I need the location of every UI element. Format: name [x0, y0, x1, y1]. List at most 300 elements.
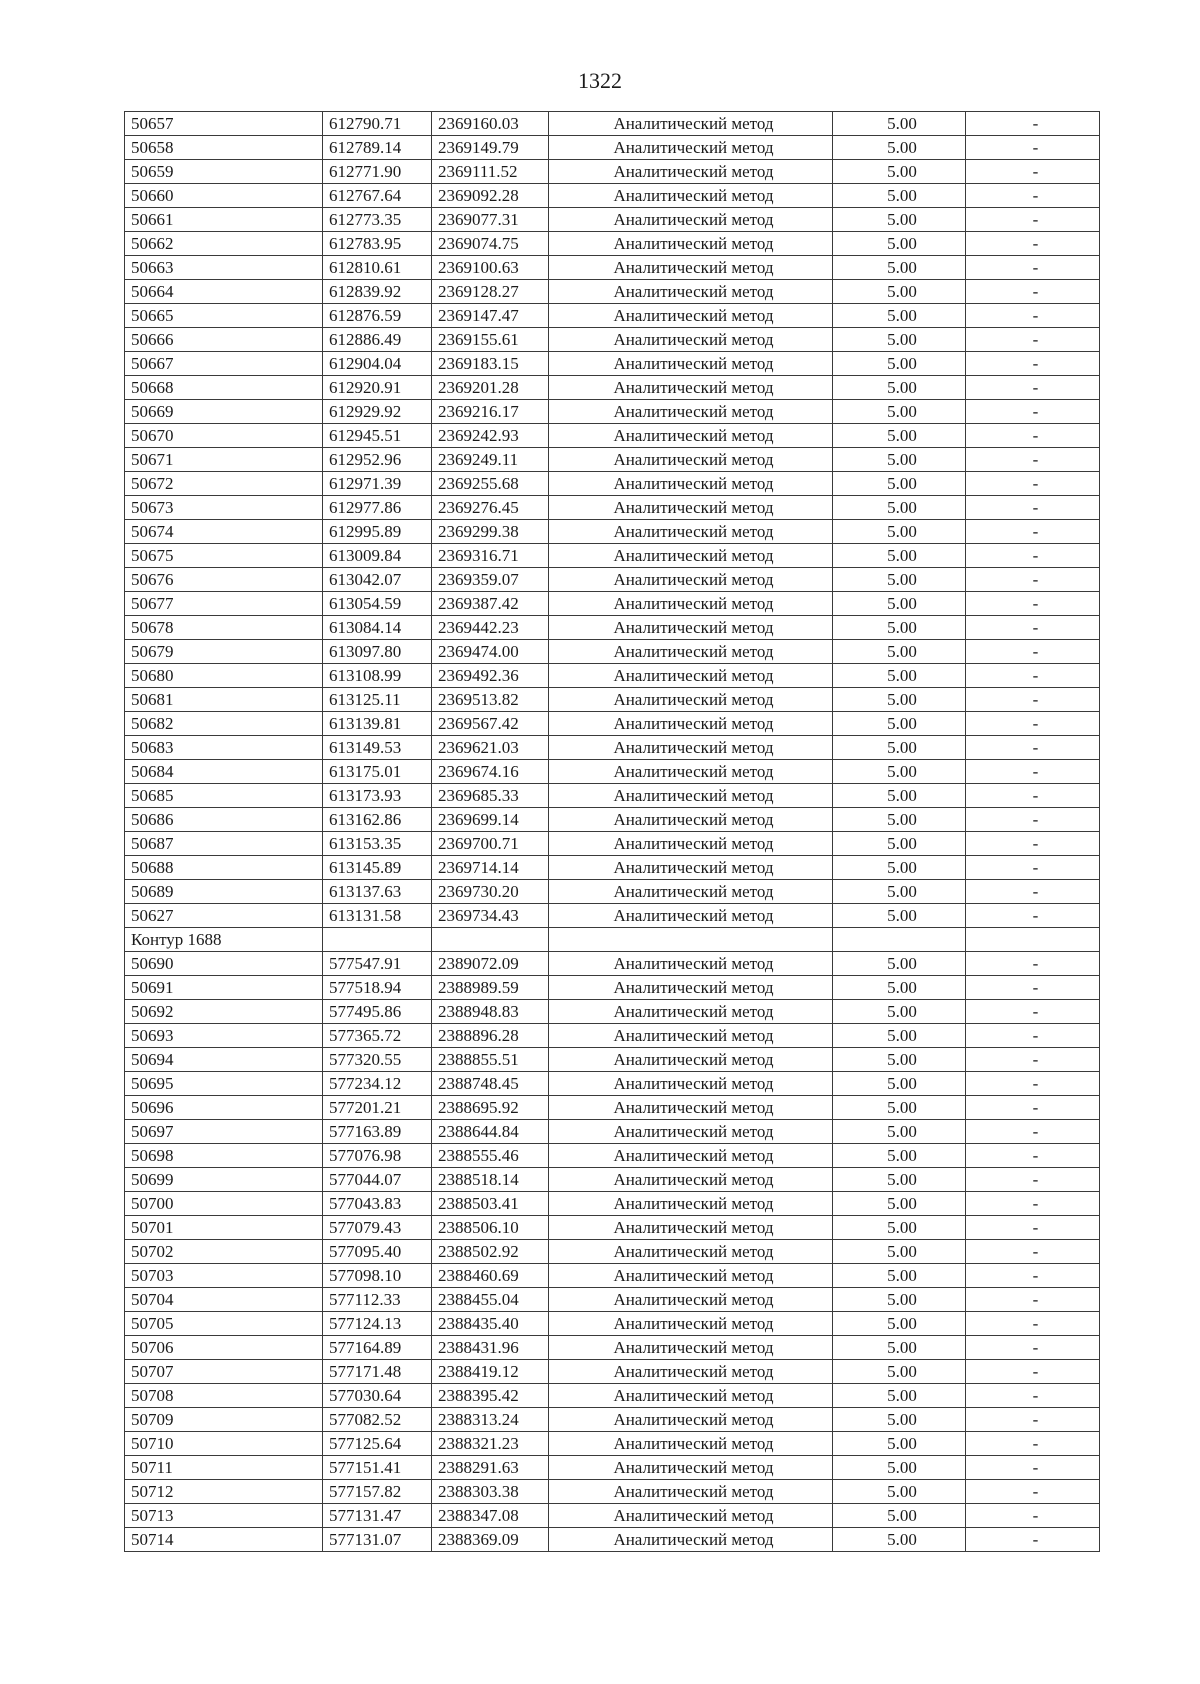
table-row	[125, 1384, 1100, 1408]
x-coordinate-cell: 577164.89	[323, 1336, 432, 1360]
table-row	[125, 280, 1100, 304]
x-coordinate-cell: 613175.01	[323, 760, 432, 784]
table-row	[125, 736, 1100, 760]
method-cell: Аналитический метод	[549, 1456, 833, 1480]
y-coordinate-cell: 2388321.23	[432, 1432, 549, 1456]
note-cell: -	[966, 1240, 1100, 1264]
table-row	[125, 784, 1100, 808]
y-coordinate-cell: 2369100.63	[432, 256, 549, 280]
note-cell: -	[966, 712, 1100, 736]
method-cell: Аналитический метод	[549, 448, 833, 472]
point-number-cell: 50709	[125, 1408, 323, 1432]
accuracy-cell: 5.00	[833, 664, 966, 688]
table-row	[125, 520, 1100, 544]
empty-cell	[833, 928, 966, 952]
x-coordinate-cell: 612995.89	[323, 520, 432, 544]
table-row	[125, 1048, 1100, 1072]
method-cell: Аналитический метод	[549, 1288, 833, 1312]
section-title-cell: Контур 1688	[125, 928, 323, 952]
point-number-cell: 50663	[125, 256, 323, 280]
accuracy-cell: 5.00	[833, 904, 966, 928]
note-cell: -	[966, 400, 1100, 424]
method-cell: Аналитический метод	[549, 640, 833, 664]
table-row	[125, 832, 1100, 856]
x-coordinate-cell: 577044.07	[323, 1168, 432, 1192]
method-cell: Аналитический метод	[549, 712, 833, 736]
note-cell: -	[966, 232, 1100, 256]
table-row	[125, 664, 1100, 688]
x-coordinate-cell: 612789.14	[323, 136, 432, 160]
note-cell: -	[966, 1120, 1100, 1144]
note-cell: -	[966, 736, 1100, 760]
method-cell: Аналитический метод	[549, 832, 833, 856]
note-cell: -	[966, 1432, 1100, 1456]
accuracy-cell: 5.00	[833, 1192, 966, 1216]
point-number-cell: 50705	[125, 1312, 323, 1336]
note-cell: -	[966, 1096, 1100, 1120]
table-row	[125, 1240, 1100, 1264]
point-number-cell: 50696	[125, 1096, 323, 1120]
note-cell: -	[966, 136, 1100, 160]
method-cell: Аналитический метод	[549, 232, 833, 256]
x-coordinate-cell: 577495.86	[323, 1000, 432, 1024]
point-number-cell: 50676	[125, 568, 323, 592]
point-number-cell: 50702	[125, 1240, 323, 1264]
point-number-cell: 50671	[125, 448, 323, 472]
table-row	[125, 1192, 1100, 1216]
x-coordinate-cell: 612810.61	[323, 256, 432, 280]
x-coordinate-cell: 612929.92	[323, 400, 432, 424]
x-coordinate-cell: 577043.83	[323, 1192, 432, 1216]
accuracy-cell: 5.00	[833, 592, 966, 616]
accuracy-cell: 5.00	[833, 1000, 966, 1024]
point-number-cell: 50706	[125, 1336, 323, 1360]
x-coordinate-cell: 612904.04	[323, 352, 432, 376]
y-coordinate-cell: 2388419.12	[432, 1360, 549, 1384]
accuracy-cell: 5.00	[833, 784, 966, 808]
accuracy-cell: 5.00	[833, 280, 966, 304]
y-coordinate-cell: 2369255.68	[432, 472, 549, 496]
table-row	[125, 616, 1100, 640]
accuracy-cell: 5.00	[833, 1264, 966, 1288]
accuracy-cell: 5.00	[833, 1096, 966, 1120]
method-cell: Аналитический метод	[549, 856, 833, 880]
note-cell: -	[966, 784, 1100, 808]
note-cell: -	[966, 304, 1100, 328]
point-number-cell: 50688	[125, 856, 323, 880]
accuracy-cell: 5.00	[833, 808, 966, 832]
note-cell: -	[966, 904, 1100, 928]
accuracy-cell: 5.00	[833, 1120, 966, 1144]
accuracy-cell: 5.00	[833, 952, 966, 976]
point-number-cell: 50679	[125, 640, 323, 664]
table-row	[125, 112, 1100, 136]
note-cell: -	[966, 256, 1100, 280]
x-coordinate-cell: 613009.84	[323, 544, 432, 568]
point-number-cell: 50675	[125, 544, 323, 568]
table-row	[125, 544, 1100, 568]
y-coordinate-cell: 2388748.45	[432, 1072, 549, 1096]
point-number-cell: 50712	[125, 1480, 323, 1504]
y-coordinate-cell: 2388303.38	[432, 1480, 549, 1504]
accuracy-cell: 5.00	[833, 616, 966, 640]
point-number-cell: 50667	[125, 352, 323, 376]
x-coordinate-cell: 577157.82	[323, 1480, 432, 1504]
table-row	[125, 496, 1100, 520]
accuracy-cell: 5.00	[833, 568, 966, 592]
point-number-cell: 50669	[125, 400, 323, 424]
point-number-cell: 50686	[125, 808, 323, 832]
note-cell: -	[966, 808, 1100, 832]
table-row	[125, 640, 1100, 664]
x-coordinate-cell: 577151.41	[323, 1456, 432, 1480]
x-coordinate-cell: 613149.53	[323, 736, 432, 760]
table-row	[125, 880, 1100, 904]
note-cell: -	[966, 856, 1100, 880]
note-cell: -	[966, 1168, 1100, 1192]
note-cell: -	[966, 592, 1100, 616]
point-number-cell: 50657	[125, 112, 323, 136]
point-number-cell: 50713	[125, 1504, 323, 1528]
y-coordinate-cell: 2388369.09	[432, 1528, 549, 1552]
note-cell: -	[966, 1360, 1100, 1384]
accuracy-cell: 5.00	[833, 232, 966, 256]
y-coordinate-cell: 2369147.47	[432, 304, 549, 328]
y-coordinate-cell: 2369074.75	[432, 232, 549, 256]
table-row	[125, 1312, 1100, 1336]
table-row	[125, 136, 1100, 160]
x-coordinate-cell: 613097.80	[323, 640, 432, 664]
method-cell: Аналитический метод	[549, 952, 833, 976]
accuracy-cell: 5.00	[833, 856, 966, 880]
point-number-cell: 50627	[125, 904, 323, 928]
y-coordinate-cell: 2369249.11	[432, 448, 549, 472]
accuracy-cell: 5.00	[833, 184, 966, 208]
method-cell: Аналитический метод	[549, 1336, 833, 1360]
method-cell: Аналитический метод	[549, 400, 833, 424]
method-cell: Аналитический метод	[549, 1240, 833, 1264]
y-coordinate-cell: 2369621.03	[432, 736, 549, 760]
point-number-cell: 50691	[125, 976, 323, 1000]
method-cell: Аналитический метод	[549, 1096, 833, 1120]
x-coordinate-cell: 613108.99	[323, 664, 432, 688]
note-cell: -	[966, 952, 1100, 976]
y-coordinate-cell: 2369734.43	[432, 904, 549, 928]
y-coordinate-cell: 2369442.23	[432, 616, 549, 640]
x-coordinate-cell: 613139.81	[323, 712, 432, 736]
x-coordinate-cell: 577131.07	[323, 1528, 432, 1552]
table-row	[125, 1480, 1100, 1504]
table-row	[125, 688, 1100, 712]
note-cell: -	[966, 1048, 1100, 1072]
y-coordinate-cell: 2388347.08	[432, 1504, 549, 1528]
note-cell: -	[966, 520, 1100, 544]
method-cell: Аналитический метод	[549, 1408, 833, 1432]
point-number-cell: 50682	[125, 712, 323, 736]
table-row	[125, 352, 1100, 376]
note-cell: -	[966, 1336, 1100, 1360]
accuracy-cell: 5.00	[833, 1168, 966, 1192]
point-number-cell: 50701	[125, 1216, 323, 1240]
point-number-cell: 50683	[125, 736, 323, 760]
accuracy-cell: 5.00	[833, 688, 966, 712]
point-number-cell: 50693	[125, 1024, 323, 1048]
point-number-cell: 50684	[125, 760, 323, 784]
point-number-cell: 50672	[125, 472, 323, 496]
accuracy-cell: 5.00	[833, 448, 966, 472]
empty-cell	[549, 928, 833, 952]
x-coordinate-cell: 612839.92	[323, 280, 432, 304]
point-number-cell: 50697	[125, 1120, 323, 1144]
empty-cell	[323, 928, 432, 952]
accuracy-cell: 5.00	[833, 136, 966, 160]
coordinates-table-body	[125, 112, 1100, 1552]
y-coordinate-cell: 2389072.09	[432, 952, 549, 976]
accuracy-cell: 5.00	[833, 1408, 966, 1432]
x-coordinate-cell: 612783.95	[323, 232, 432, 256]
accuracy-cell: 5.00	[833, 304, 966, 328]
method-cell: Аналитический метод	[549, 472, 833, 496]
note-cell: -	[966, 1312, 1100, 1336]
empty-cell	[966, 928, 1100, 952]
point-number-cell: 50689	[125, 880, 323, 904]
method-cell: Аналитический метод	[549, 808, 833, 832]
point-number-cell: 50703	[125, 1264, 323, 1288]
note-cell: -	[966, 1480, 1100, 1504]
y-coordinate-cell: 2369387.42	[432, 592, 549, 616]
note-cell: -	[966, 1024, 1100, 1048]
x-coordinate-cell: 612977.86	[323, 496, 432, 520]
method-cell: Аналитический метод	[549, 1504, 833, 1528]
method-cell: Аналитический метод	[549, 184, 833, 208]
table-row	[125, 1264, 1100, 1288]
x-coordinate-cell: 612771.90	[323, 160, 432, 184]
table-row	[125, 448, 1100, 472]
table-row	[125, 856, 1100, 880]
section-header-row	[125, 928, 1100, 952]
y-coordinate-cell: 2388313.24	[432, 1408, 549, 1432]
table-row	[125, 976, 1100, 1000]
point-number-cell: 50694	[125, 1048, 323, 1072]
method-cell: Аналитический метод	[549, 1264, 833, 1288]
y-coordinate-cell: 2369299.38	[432, 520, 549, 544]
table-row	[125, 904, 1100, 928]
note-cell: -	[966, 376, 1100, 400]
note-cell: -	[966, 448, 1100, 472]
accuracy-cell: 5.00	[833, 1072, 966, 1096]
y-coordinate-cell: 2388431.96	[432, 1336, 549, 1360]
x-coordinate-cell: 577079.43	[323, 1216, 432, 1240]
table-row	[125, 1120, 1100, 1144]
y-coordinate-cell: 2388455.04	[432, 1288, 549, 1312]
table-row	[125, 376, 1100, 400]
point-number-cell: 50668	[125, 376, 323, 400]
accuracy-cell: 5.00	[833, 328, 966, 352]
note-cell: -	[966, 352, 1100, 376]
accuracy-cell: 5.00	[833, 1024, 966, 1048]
x-coordinate-cell: 577201.21	[323, 1096, 432, 1120]
note-cell: -	[966, 1528, 1100, 1552]
note-cell: -	[966, 760, 1100, 784]
note-cell: -	[966, 496, 1100, 520]
point-number-cell: 50708	[125, 1384, 323, 1408]
x-coordinate-cell: 577076.98	[323, 1144, 432, 1168]
method-cell: Аналитический метод	[549, 208, 833, 232]
note-cell: -	[966, 976, 1100, 1000]
y-coordinate-cell: 2388896.28	[432, 1024, 549, 1048]
method-cell: Аналитический метод	[549, 736, 833, 760]
note-cell: -	[966, 832, 1100, 856]
y-coordinate-cell: 2388948.83	[432, 1000, 549, 1024]
method-cell: Аналитический метод	[549, 592, 833, 616]
x-coordinate-cell: 577547.91	[323, 952, 432, 976]
table-row	[125, 1504, 1100, 1528]
accuracy-cell: 5.00	[833, 496, 966, 520]
y-coordinate-cell: 2369160.03	[432, 112, 549, 136]
note-cell: -	[966, 568, 1100, 592]
point-number-cell: 50670	[125, 424, 323, 448]
point-number-cell: 50690	[125, 952, 323, 976]
y-coordinate-cell: 2369567.42	[432, 712, 549, 736]
method-cell: Аналитический метод	[549, 880, 833, 904]
table-row	[125, 712, 1100, 736]
x-coordinate-cell: 613042.07	[323, 568, 432, 592]
method-cell: Аналитический метод	[549, 1192, 833, 1216]
note-cell: -	[966, 1192, 1100, 1216]
accuracy-cell: 5.00	[833, 544, 966, 568]
table-row	[125, 184, 1100, 208]
accuracy-cell: 5.00	[833, 736, 966, 760]
accuracy-cell: 5.00	[833, 1336, 966, 1360]
method-cell: Аналитический метод	[549, 328, 833, 352]
accuracy-cell: 5.00	[833, 1240, 966, 1264]
x-coordinate-cell: 577234.12	[323, 1072, 432, 1096]
point-number-cell: 50658	[125, 136, 323, 160]
method-cell: Аналитический метод	[549, 1072, 833, 1096]
y-coordinate-cell: 2369316.71	[432, 544, 549, 568]
y-coordinate-cell: 2369714.14	[432, 856, 549, 880]
y-coordinate-cell: 2369077.31	[432, 208, 549, 232]
y-coordinate-cell: 2369216.17	[432, 400, 549, 424]
accuracy-cell: 5.00	[833, 1456, 966, 1480]
point-number-cell: 50664	[125, 280, 323, 304]
point-number-cell: 50711	[125, 1456, 323, 1480]
empty-cell	[432, 928, 549, 952]
x-coordinate-cell: 577518.94	[323, 976, 432, 1000]
method-cell: Аналитический метод	[549, 1144, 833, 1168]
point-number-cell: 50662	[125, 232, 323, 256]
table-row	[125, 1096, 1100, 1120]
x-coordinate-cell: 577098.10	[323, 1264, 432, 1288]
point-number-cell: 50707	[125, 1360, 323, 1384]
x-coordinate-cell: 612886.49	[323, 328, 432, 352]
x-coordinate-cell: 612876.59	[323, 304, 432, 328]
accuracy-cell: 5.00	[833, 1384, 966, 1408]
accuracy-cell: 5.00	[833, 1480, 966, 1504]
x-coordinate-cell: 577030.64	[323, 1384, 432, 1408]
accuracy-cell: 5.00	[833, 1528, 966, 1552]
note-cell: -	[966, 1144, 1100, 1168]
y-coordinate-cell: 2369149.79	[432, 136, 549, 160]
method-cell: Аналитический метод	[549, 136, 833, 160]
x-coordinate-cell: 612971.39	[323, 472, 432, 496]
method-cell: Аналитический метод	[549, 688, 833, 712]
x-coordinate-cell: 577171.48	[323, 1360, 432, 1384]
table-row	[125, 952, 1100, 976]
table-row	[125, 1024, 1100, 1048]
table-row	[125, 472, 1100, 496]
point-number-cell: 50710	[125, 1432, 323, 1456]
method-cell: Аналитический метод	[549, 256, 833, 280]
note-cell: -	[966, 184, 1100, 208]
method-cell: Аналитический метод	[549, 976, 833, 1000]
y-coordinate-cell: 2369513.82	[432, 688, 549, 712]
method-cell: Аналитический метод	[549, 280, 833, 304]
y-coordinate-cell: 2388460.69	[432, 1264, 549, 1288]
x-coordinate-cell: 613162.86	[323, 808, 432, 832]
x-coordinate-cell: 612773.35	[323, 208, 432, 232]
y-coordinate-cell: 2369699.14	[432, 808, 549, 832]
y-coordinate-cell: 2369111.52	[432, 160, 549, 184]
point-number-cell: 50699	[125, 1168, 323, 1192]
point-number-cell: 50680	[125, 664, 323, 688]
note-cell: -	[966, 1288, 1100, 1312]
x-coordinate-cell: 577125.64	[323, 1432, 432, 1456]
x-coordinate-cell: 577163.89	[323, 1120, 432, 1144]
x-coordinate-cell: 613153.35	[323, 832, 432, 856]
x-coordinate-cell: 613137.63	[323, 880, 432, 904]
x-coordinate-cell: 577124.13	[323, 1312, 432, 1336]
accuracy-cell: 5.00	[833, 880, 966, 904]
table-row	[125, 1168, 1100, 1192]
method-cell: Аналитический метод	[549, 520, 833, 544]
y-coordinate-cell: 2388435.40	[432, 1312, 549, 1336]
x-coordinate-cell: 613084.14	[323, 616, 432, 640]
y-coordinate-cell: 2369242.93	[432, 424, 549, 448]
note-cell: -	[966, 664, 1100, 688]
method-cell: Аналитический метод	[549, 1024, 833, 1048]
table-row	[125, 1216, 1100, 1240]
accuracy-cell: 5.00	[833, 832, 966, 856]
note-cell: -	[966, 544, 1100, 568]
x-coordinate-cell: 612767.64	[323, 184, 432, 208]
y-coordinate-cell: 2369730.20	[432, 880, 549, 904]
table-row	[125, 424, 1100, 448]
y-coordinate-cell: 2369201.28	[432, 376, 549, 400]
y-coordinate-cell: 2388695.92	[432, 1096, 549, 1120]
method-cell: Аналитический метод	[549, 160, 833, 184]
table-row	[125, 400, 1100, 424]
method-cell: Аналитический метод	[549, 904, 833, 928]
method-cell: Аналитический метод	[549, 616, 833, 640]
accuracy-cell: 5.00	[833, 112, 966, 136]
point-number-cell: 50677	[125, 592, 323, 616]
x-coordinate-cell: 577131.47	[323, 1504, 432, 1528]
method-cell: Аналитический метод	[549, 304, 833, 328]
method-cell: Аналитический метод	[549, 1384, 833, 1408]
point-number-cell: 50674	[125, 520, 323, 544]
accuracy-cell: 5.00	[833, 376, 966, 400]
table-row	[125, 1432, 1100, 1456]
accuracy-cell: 5.00	[833, 520, 966, 544]
method-cell: Аналитический метод	[549, 1048, 833, 1072]
point-number-cell: 50665	[125, 304, 323, 328]
y-coordinate-cell: 2369474.00	[432, 640, 549, 664]
method-cell: Аналитический метод	[549, 496, 833, 520]
y-coordinate-cell: 2388502.92	[432, 1240, 549, 1264]
x-coordinate-cell: 613054.59	[323, 592, 432, 616]
point-number-cell: 50698	[125, 1144, 323, 1168]
